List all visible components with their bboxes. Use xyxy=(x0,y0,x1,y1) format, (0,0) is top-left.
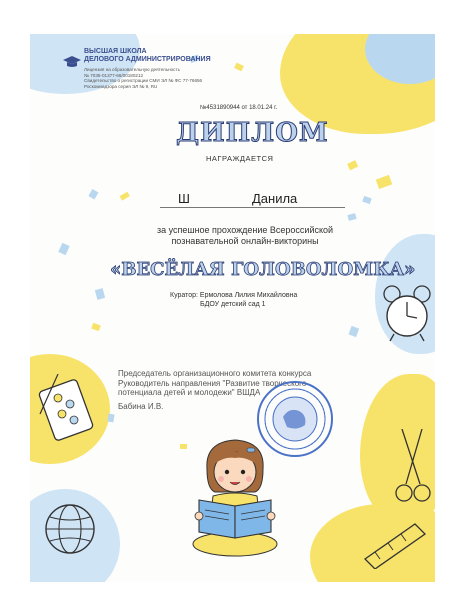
license-line3: Свидетельство о регистрации СМИ ЭЛ № ФС 77-76656 xyxy=(84,78,203,83)
diploma-title: ДИПЛОМ xyxy=(176,118,329,148)
organizer-line1: Председатель организационного комитета конкурса xyxy=(118,369,312,378)
curator-line1: Куратор: Ермолова Лилия Михайловна xyxy=(170,292,298,299)
school-name-line2: ДЕЛОВОГО АДМИНИСТРИРОВАНИЯ xyxy=(84,56,211,63)
license-line2: № 7035-01377-66/00180212 xyxy=(84,72,144,78)
alarm-clock-icon xyxy=(382,284,432,344)
graduation-cap-icon xyxy=(63,56,81,68)
recipient-underline xyxy=(160,207,345,208)
reason-line1: за успешное прохождение Всероссийской xyxy=(156,225,334,235)
child-reading-illustration xyxy=(185,434,285,559)
recipient-name: Данила xyxy=(252,191,298,206)
diploma-page xyxy=(30,34,435,582)
pencil-icon xyxy=(360,519,430,569)
competition-title: «ВЕСЁЛАЯ ГОЛОВОЛОМКА» xyxy=(110,259,416,280)
reason-line2: познавательной онлайн-викторины xyxy=(171,236,319,246)
diploma-number: №4531890944 от 18.01.24 г. xyxy=(200,105,278,111)
diploma-subtitle: НАГРАЖДАЕТСЯ xyxy=(206,154,274,163)
organizer-line2: Руководитель направления "Развитие творческого xyxy=(118,378,307,388)
recipient-initial: Ш xyxy=(178,191,190,206)
organizer-line3: потенциала детей и молодежи" ВШДА xyxy=(118,388,261,397)
license-line4: Роскомнадзора серия ЭЛ № 9, RU xyxy=(84,83,158,89)
curator-line2: БДОУ детский сад 1 xyxy=(200,301,266,308)
palette-icon xyxy=(38,374,98,444)
scissors-icon xyxy=(392,429,432,509)
book-icon xyxy=(199,500,271,538)
organizer-line4: Бабина И.В. xyxy=(118,402,164,411)
school-name-line1: ВЫСШАЯ ШКОЛА xyxy=(84,48,147,55)
globe-icon xyxy=(40,499,100,559)
license-line1: Лицензия на образовательную деятельность xyxy=(84,67,180,72)
